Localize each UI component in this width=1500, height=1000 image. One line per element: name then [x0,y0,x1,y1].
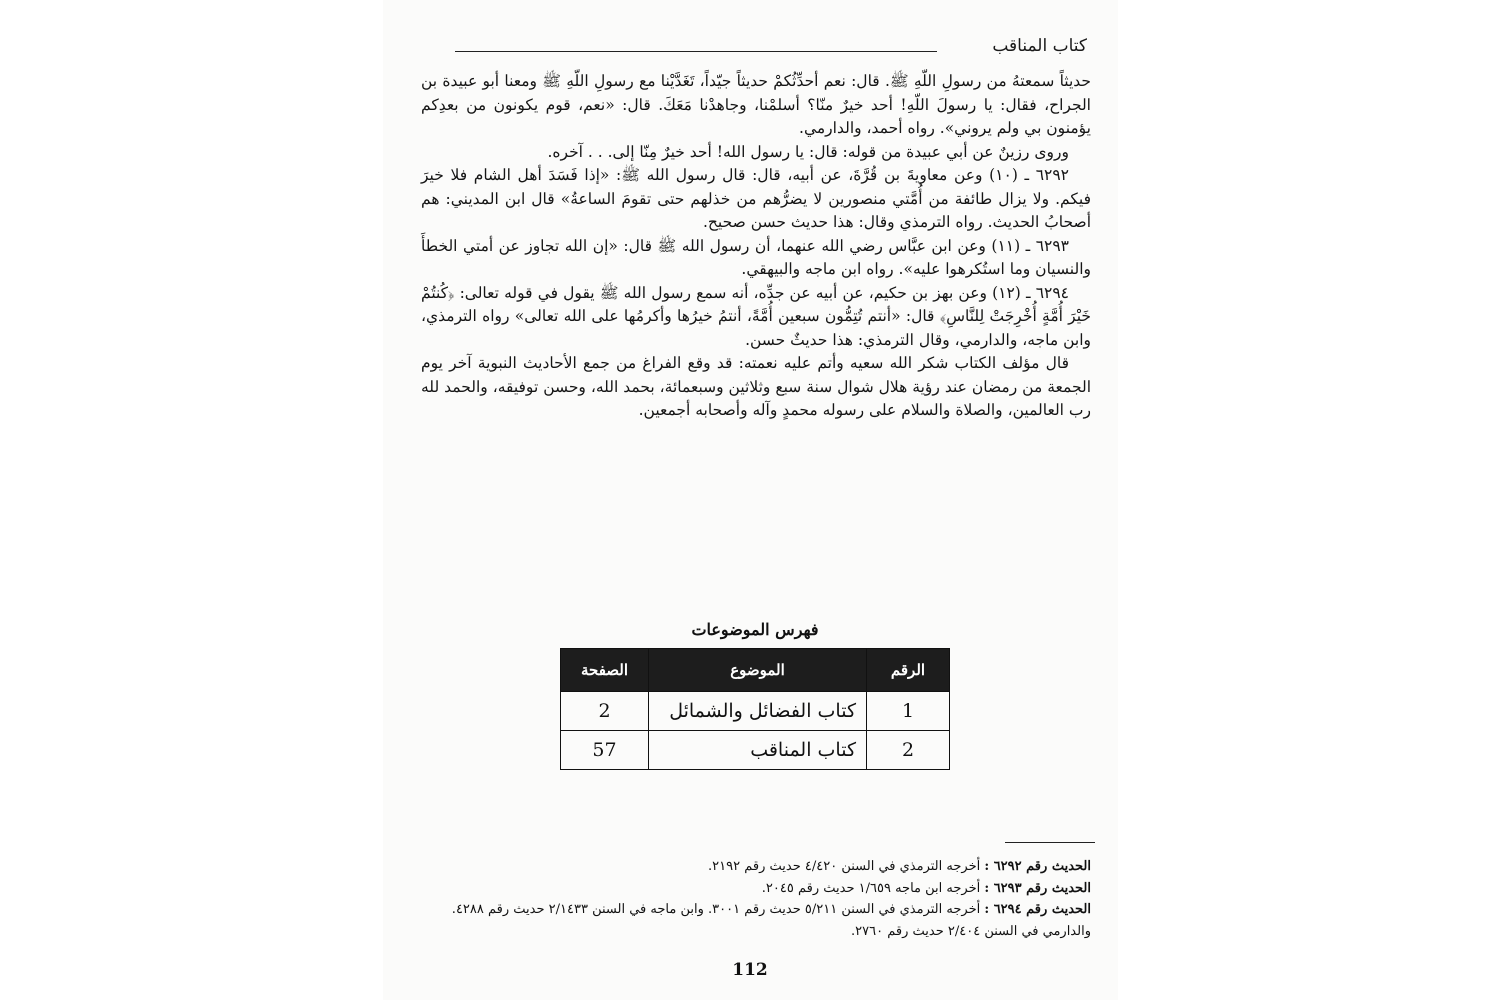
toc-col-page: الصفحة [561,649,649,692]
toc-cell-subject: كتاب المناقب [649,731,867,770]
page-number: 112 [732,960,768,980]
paragraph: ٦٢٩٤ ـ (١٢) وعن بهز بن حكيم، عن أبيه عن جدِّه، أنه سمع رسول الله ﷺ يقول في قوله تعالى: ﴿كُنتُمْ خَيْرَ أُمَّةٍ أُخْرِجَتْ لِلنَّاسِ﴾ قال: «أنتم تُتِمُّون سبعين أُمَّةً، أنتمُ خيرُها وأكرمُها على الله تعالى» رواه الترمذي، وابن ماجه، والدارمي، وقال الترمذي: هذا حديثٌ حسن. [421,283,1091,349]
footnote-label: الحديث رقم ٦٢٩٢ : [984,859,1091,874]
footnote [421,878,1091,900]
toc-cell-number: 1 [867,692,950,731]
footnote-rule [1005,842,1095,843]
footnote-text: أخرجه الترمذي في السنن ٥/٢١١ حديث رقم ٣٠٠١. وابن ماجه في السنن ٢/١٤٣٣ حديث رقم ٤٢٨٨. والدارمي في السنن ٢/٤٠٤ حديث رقم ٢٧٦٠. [451,902,1091,939]
toc-title: فهرس الموضوعات [691,620,819,639]
running-header [455,36,1087,66]
footnote [421,856,1091,878]
footnote [421,899,1091,942]
toc-cell-number: 2 [867,731,950,770]
header-rule [455,51,937,52]
footnote-text: أخرجه الترمذي في السنن ٤/٤٢٠ حديث رقم ٢١٩٢. [708,859,981,874]
paragraph: حديثاً سمعتهُ من رسولِ اللّهِ ﷺ. قال: نعم أحدِّثُكمْ حديثاً جيّداً، تَغَدَّيْنا مع رسولِ اللّهِ ﷺ ومعنا أبو عبيدة بن الجراح، فقال: يا رسولَ اللّهِ! أحد خيرٌ منّا؟ أسلمْنا، وجاهدْنا مَعَكَ. قال: «نعم، قوم يكونون من بعدِكم يؤمنون بي ولم يروني». رواه أحمد، والدارمي. [421,72,1091,137]
toc-col-subject: الموضوع [649,649,867,692]
footnote-label: الحديث رقم ٦٢٩٣ : [984,880,1091,896]
paragraph: ٦٢٩٣ ـ (١١) وعن ابن عبَّاس رضي الله عنهما، أن رسول الله ﷺ قال: «إن الله تجاوز عن أمتي الخطأَ والنسيان وما استُكرهوا عليه». رواه ابن ماجه والبيهقي. [421,236,1091,278]
toc-col-number: الرقم [867,649,950,692]
table-row [561,731,950,770]
header-title: كتاب المناقب [992,36,1087,56]
toc-table [560,648,950,770]
body-text [421,70,1091,423]
paragraph: وروى رزينٌ عن أبي عبيدة من قوله: قال: يا رسول الله! أحد خيرٌ مِنّا إلى. . . آخره. [547,142,1069,161]
toc-header-row [561,649,950,692]
footnotes [421,856,1091,942]
toc-cell-page: 57 [561,731,649,770]
footnote-text: أخرجه ابن ماجه ١/٦٥٩ حديث رقم ٢٠٤٥. [761,880,981,896]
paragraph: قال مؤلف الكتاب شكر الله سعيه وأتم عليه نعمته: قد وقع الفراغ من جمع الأحاديث النبوية آخر يوم الجمعة من رمضان عند رؤية هلال شوال سنة سبع وثلاثين وسبعمائة، بحمد الله، وحسن توفيقه، والحمد لله رب العالمين، والصلاة والسلام على رسوله محمدٍ وآله وأصحابه أجمعين. [421,354,1091,419]
toc-cell-subject: كتاب الفضائل والشمائل [649,692,867,731]
footnote-label: الحديث رقم ٦٢٩٤ : [984,902,1091,917]
toc-cell-page: 2 [561,692,649,731]
table-row [561,692,950,731]
paragraph: ٦٢٩٢ ـ (١٠) وعن معاويةَ بن قُرَّةَ، عن أبيه، قال: قال رسول الله ﷺ: «إذا فَسَدَ أهل الشام فلا خيرَ فيكم. ولا يزال طائفة من أُمَّتي منصورين لا يضرُّهم من خذلهم حتى تقومَ الساعةُ» قال ابن المديني: هم أصحابُ الحديث. رواه الترمذي وقال: هذا حديث حسن صحيح. [421,166,1091,231]
